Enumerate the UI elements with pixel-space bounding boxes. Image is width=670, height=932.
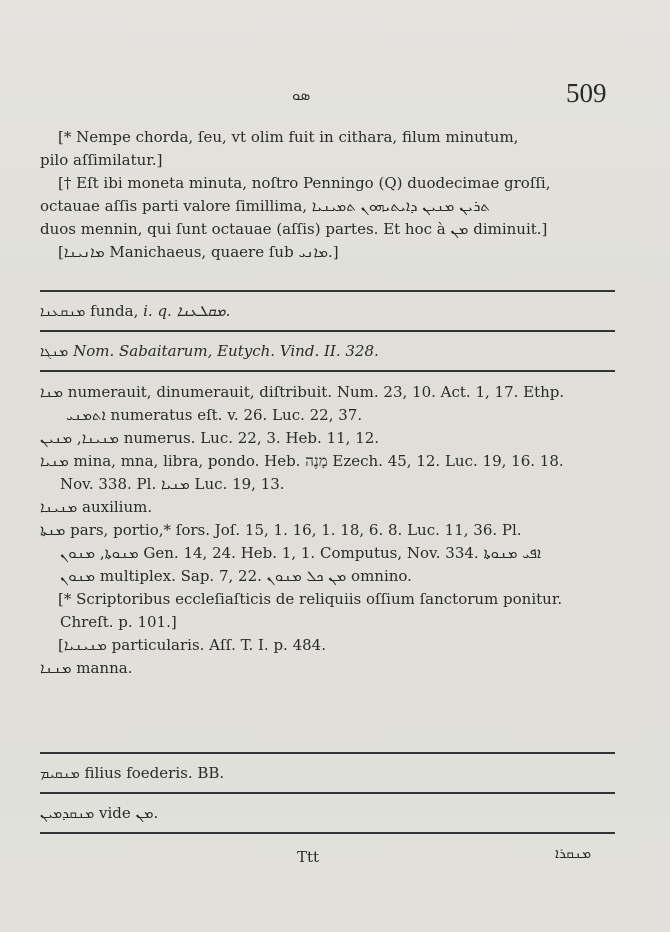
section-rule <box>40 832 615 834</box>
entry-text: vide ܡܢ. <box>99 804 159 822</box>
entry-line: ܡܢܘܬܐ, ܡܢܘܢ Gen. 14, 24. Heb. 1, 1. Computus, Nov. 334. ܐܦܝ ܡܢܘܬܐ <box>60 544 542 562</box>
entry-line: ܡܢܬܐ pars, portio,* ſors. Joſ. 15, 1. 16, 1. 18, 6. 8. Luc. 11, 36. Pl. <box>40 521 522 539</box>
entry-text: filius foederis. BB. <box>84 764 225 782</box>
signature-mark: Ttt <box>297 848 320 866</box>
section-rule <box>40 330 615 332</box>
note-line: [† Eſt ibi moneta minuta, noſtro Penningo (Q) duodecimae groſſi, <box>58 174 551 192</box>
entry-funda <box>40 300 625 324</box>
entry-text: funda, <box>90 302 144 320</box>
entry-line: ܡܢܝܐ mina, mna, libra, pondo. Heb. מָנֶה Ezech. 45, 12. Luc. 19, 16. 18. <box>40 452 564 470</box>
section-rule <box>40 752 615 754</box>
section-rule <box>40 792 615 794</box>
entry-ref: i. q. ܡܩܠܥܢܐ. <box>143 302 231 320</box>
entry-ref: Eutych. Vind. II. 328. <box>217 342 379 360</box>
running-header: ܣܘ <box>292 86 311 104</box>
note-line: pilo aſſimilatur.] <box>40 151 163 169</box>
entry-line: [ܡܢܝܢܝܐ particularis. Aſſ. T. I. p. 484. <box>58 636 326 654</box>
entry-line: [* Scriptoribus eccleſiaſticis de reliquiis oſſium ſanctorum ponitur. <box>58 590 563 608</box>
note-line: octauae aſſis parti valore ſimillima, ܬܪܝܢ ܡܢܝܢ ܕܐܝܬܝܗܘܢ ܬܡܝܢܝܐ <box>40 197 490 215</box>
note-line: [* Nempe chorda, ſeu, vt olim fuit in cithara, filum minutum, <box>58 128 519 146</box>
entry-line: Nov. 338. Pl. ܡܢܝܐ Luc. 19, 13. <box>60 475 285 493</box>
entry-mna <box>40 381 625 680</box>
entry-line: ܡܢܘܢ multiplex. Sap. 7, 22. ܡܢ ܟܠ ܡܢܘܢ omnino. <box>60 567 412 585</box>
section-rule <box>40 370 615 372</box>
entry-head: ܡܢܩܥܢܐ <box>40 304 86 320</box>
entry-text: Nom. Sabaitarum, <box>73 342 218 360</box>
catchword: ܡܢܩܪܐ <box>555 846 592 862</box>
section-rule <box>40 290 615 292</box>
page-number: 509 <box>566 78 607 108</box>
entry-line: ܡܢܐ numerauit, dinumerauit, diſtribuit. Num. 23, 10. Act. 1, 17. Ethp. <box>40 383 565 401</box>
entry-filius <box>40 762 625 786</box>
entry-head: ܡܢܩܕܡܝܢ <box>40 806 95 822</box>
entry-line: ܡܢܝܢܐ, ܡܢܝܢ numerus. Luc. 22, 3. Heb. 11, 12. <box>40 429 380 447</box>
note-line: [ܡܐܢܝܢܐ Manichaeus, quaere ſub ܡܐܢܝ.] <box>58 243 339 261</box>
entry-line: ܡܢܢܐ manna. <box>40 659 133 677</box>
entry-head: ܡܢܩܝܡ <box>40 766 80 782</box>
entry-line: Chreſt. p. 101.] <box>60 613 177 631</box>
note-block <box>40 126 625 264</box>
entry-nom <box>40 340 625 364</box>
entry-line: ܡܢܝܢܐ auxilium. <box>40 498 153 516</box>
entry-line: ܐܬܡܢܝ numeratus eſt. v. 26. Luc. 22, 37. <box>66 406 363 424</box>
entry-vide <box>40 802 625 826</box>
note-line: duos mennin, qui ſunt octauae (aſſis) partes. Et hoc à ܡܢ diminuit.] <box>40 220 548 238</box>
entry-head: ܡܢܓܐ <box>40 344 69 360</box>
